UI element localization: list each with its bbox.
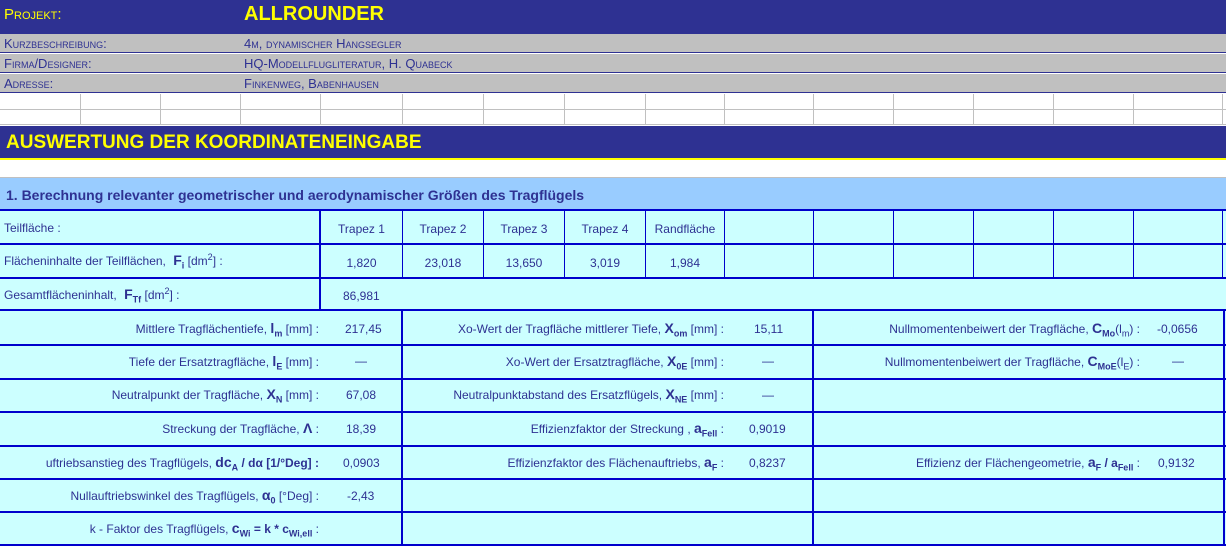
column-header-trapez-3: Trapez 3 [500,222,548,236]
flaecheninhalte-label: Flächeninhalte der Teilflächen, $F_i$ $[dm^2]$ : [4,252,223,271]
effizienz-streckung-label: Effizienzfaktor der Streckung , $a_{Fell}$ : [530,420,724,439]
ersatz-tiefe-label: Tiefe der Ersatztragfläche, $l_E$ [mm] : [128,353,319,372]
auftriebsanstieg-label: uftriebsanstieg des Tragflügels, $dc_A$ / dα [1/°Deg] : [45,454,319,473]
xo-mittlere-tiefe-label: Xo-Wert der Tragfläche mittlerer Tiefe, $X_{om}$ [mm] : [457,320,724,339]
subsection-header [0,178,1226,211]
flaeche-value-randflaeche: 1,984 [669,256,701,270]
neutralpunktabstand-label: Neutralpunktabstand des Ersatzflügels, $X_{NE}$ [mm] : [453,386,724,405]
gesamt-value: 86,981 [343,289,380,303]
column-header-trapez-2: Trapez 2 [419,222,467,236]
streckung-label: Streckung der Tragfläche, Λ : [162,420,319,436]
info-value[interactable]: Finkenweg, Babenhausen [244,76,379,91]
flaeche-value-trapez-3: 13,650 [505,256,543,270]
flaeche-value-trapez-1: 1,820 [346,256,377,270]
teilflaeche-label: Teilfläche : [4,221,61,235]
mittlere-tiefe-value: 217,45 [345,322,382,336]
info-value[interactable]: 4m, dynamischer Hangsegler [244,36,402,51]
column-header-trapez-1: Trapez 1 [338,222,385,236]
nullmoment-le-value: — [1172,354,1184,368]
column-header-trapez-4: Trapez 4 [581,222,629,236]
subsection-title: 1. Berechnung relevanter geometrischer und aerodynamischer Größen des Tragflügels [6,187,585,203]
flaeche-value-trapez-2: 23,018 [424,256,462,270]
info-label: Kurzbeschreibung: [4,36,107,51]
gesamt-label: Gesamtflächeninhalt, $F_{Tf}$ $[dm^2]$ : [4,286,180,305]
info-label: Firma/Designer: [4,56,92,71]
neutralpunkt-value: 67,08 [346,388,377,402]
streckung-value: 18,39 [346,422,377,436]
info-row-company [0,54,1226,73]
project-header [0,0,1226,34]
section-spacer [0,158,1226,178]
section-title: AUSWERTUNG DER KOORDINATENEINGABE [6,132,422,153]
nullmoment-lm-value: -0,0656 [1157,322,1198,336]
k-faktor-label: k - Faktor des Tragflügels, $c_{Wi} = k * c_{Wi,ell}$ : [89,520,319,539]
project-name: ALLROUNDER [244,3,384,25]
neutralpunkt-label: Neutralpunkt der Tragfläche, $X_N$ [mm] : [111,386,319,405]
section-header [0,126,1226,158]
info-row-address [0,74,1226,93]
grid-lines [0,94,1226,125]
effizienz-flaechenauftrieb-value: 0,8237 [749,456,786,470]
nullmoment-lm-label: Nullmomentenbeiwert der Tragfläche, $C_{Mo}(l_m)$ : [889,320,1140,339]
info-label: Adresse: [4,76,54,91]
empty-grid [0,94,1226,125]
xo-mittlere-tiefe-value: 15,11 [754,322,784,336]
info-row-description [0,34,1226,53]
effizienz-flaechengeometrie-label: Effizienz der Flächengeometrie, $a_F / a_{Fell}$ : [915,454,1140,473]
xo-ersatz-label: Xo-Wert der Ersatztragfläche, $X_{0E}$ [mm] : [505,353,724,372]
project-label: Projekt: [4,6,62,23]
ersatz-tiefe-value: — [355,354,367,368]
xo-ersatz-value: — [762,354,774,368]
nullauftriebswinkel-value: -2,43 [347,489,375,503]
mittlere-tiefe-label: Mittlere Tragflächentiefe, $l_m$ [mm] : [135,320,319,339]
nullauftriebswinkel-label: Nullauftriebswinkel des Tragflügels, $\alpha_0$ [°Deg] : [70,487,319,506]
effizienz-flaechenauftrieb-label: Effizienzfaktor des Flächenauftriebs, $a_F$ : [507,454,724,473]
info-value[interactable]: HQ-Modellflugliteratur, H. Quabeck [244,56,453,71]
flaeche-value-trapez-4: 3,019 [589,256,621,270]
nullmoment-le-label: Nullmomentenbeiwert der Tragfläche, $C_{MoE}(l_E)$ : [884,353,1140,372]
auftriebsanstieg-value: 0,0903 [343,456,380,470]
effizienz-flaechengeometrie-value: 0,9132 [1158,456,1195,470]
effizienz-streckung-value: 0,9019 [749,422,786,436]
column-header-randflaeche: Randfläche [654,222,716,236]
neutralpunktabstand-value: — [762,388,774,402]
